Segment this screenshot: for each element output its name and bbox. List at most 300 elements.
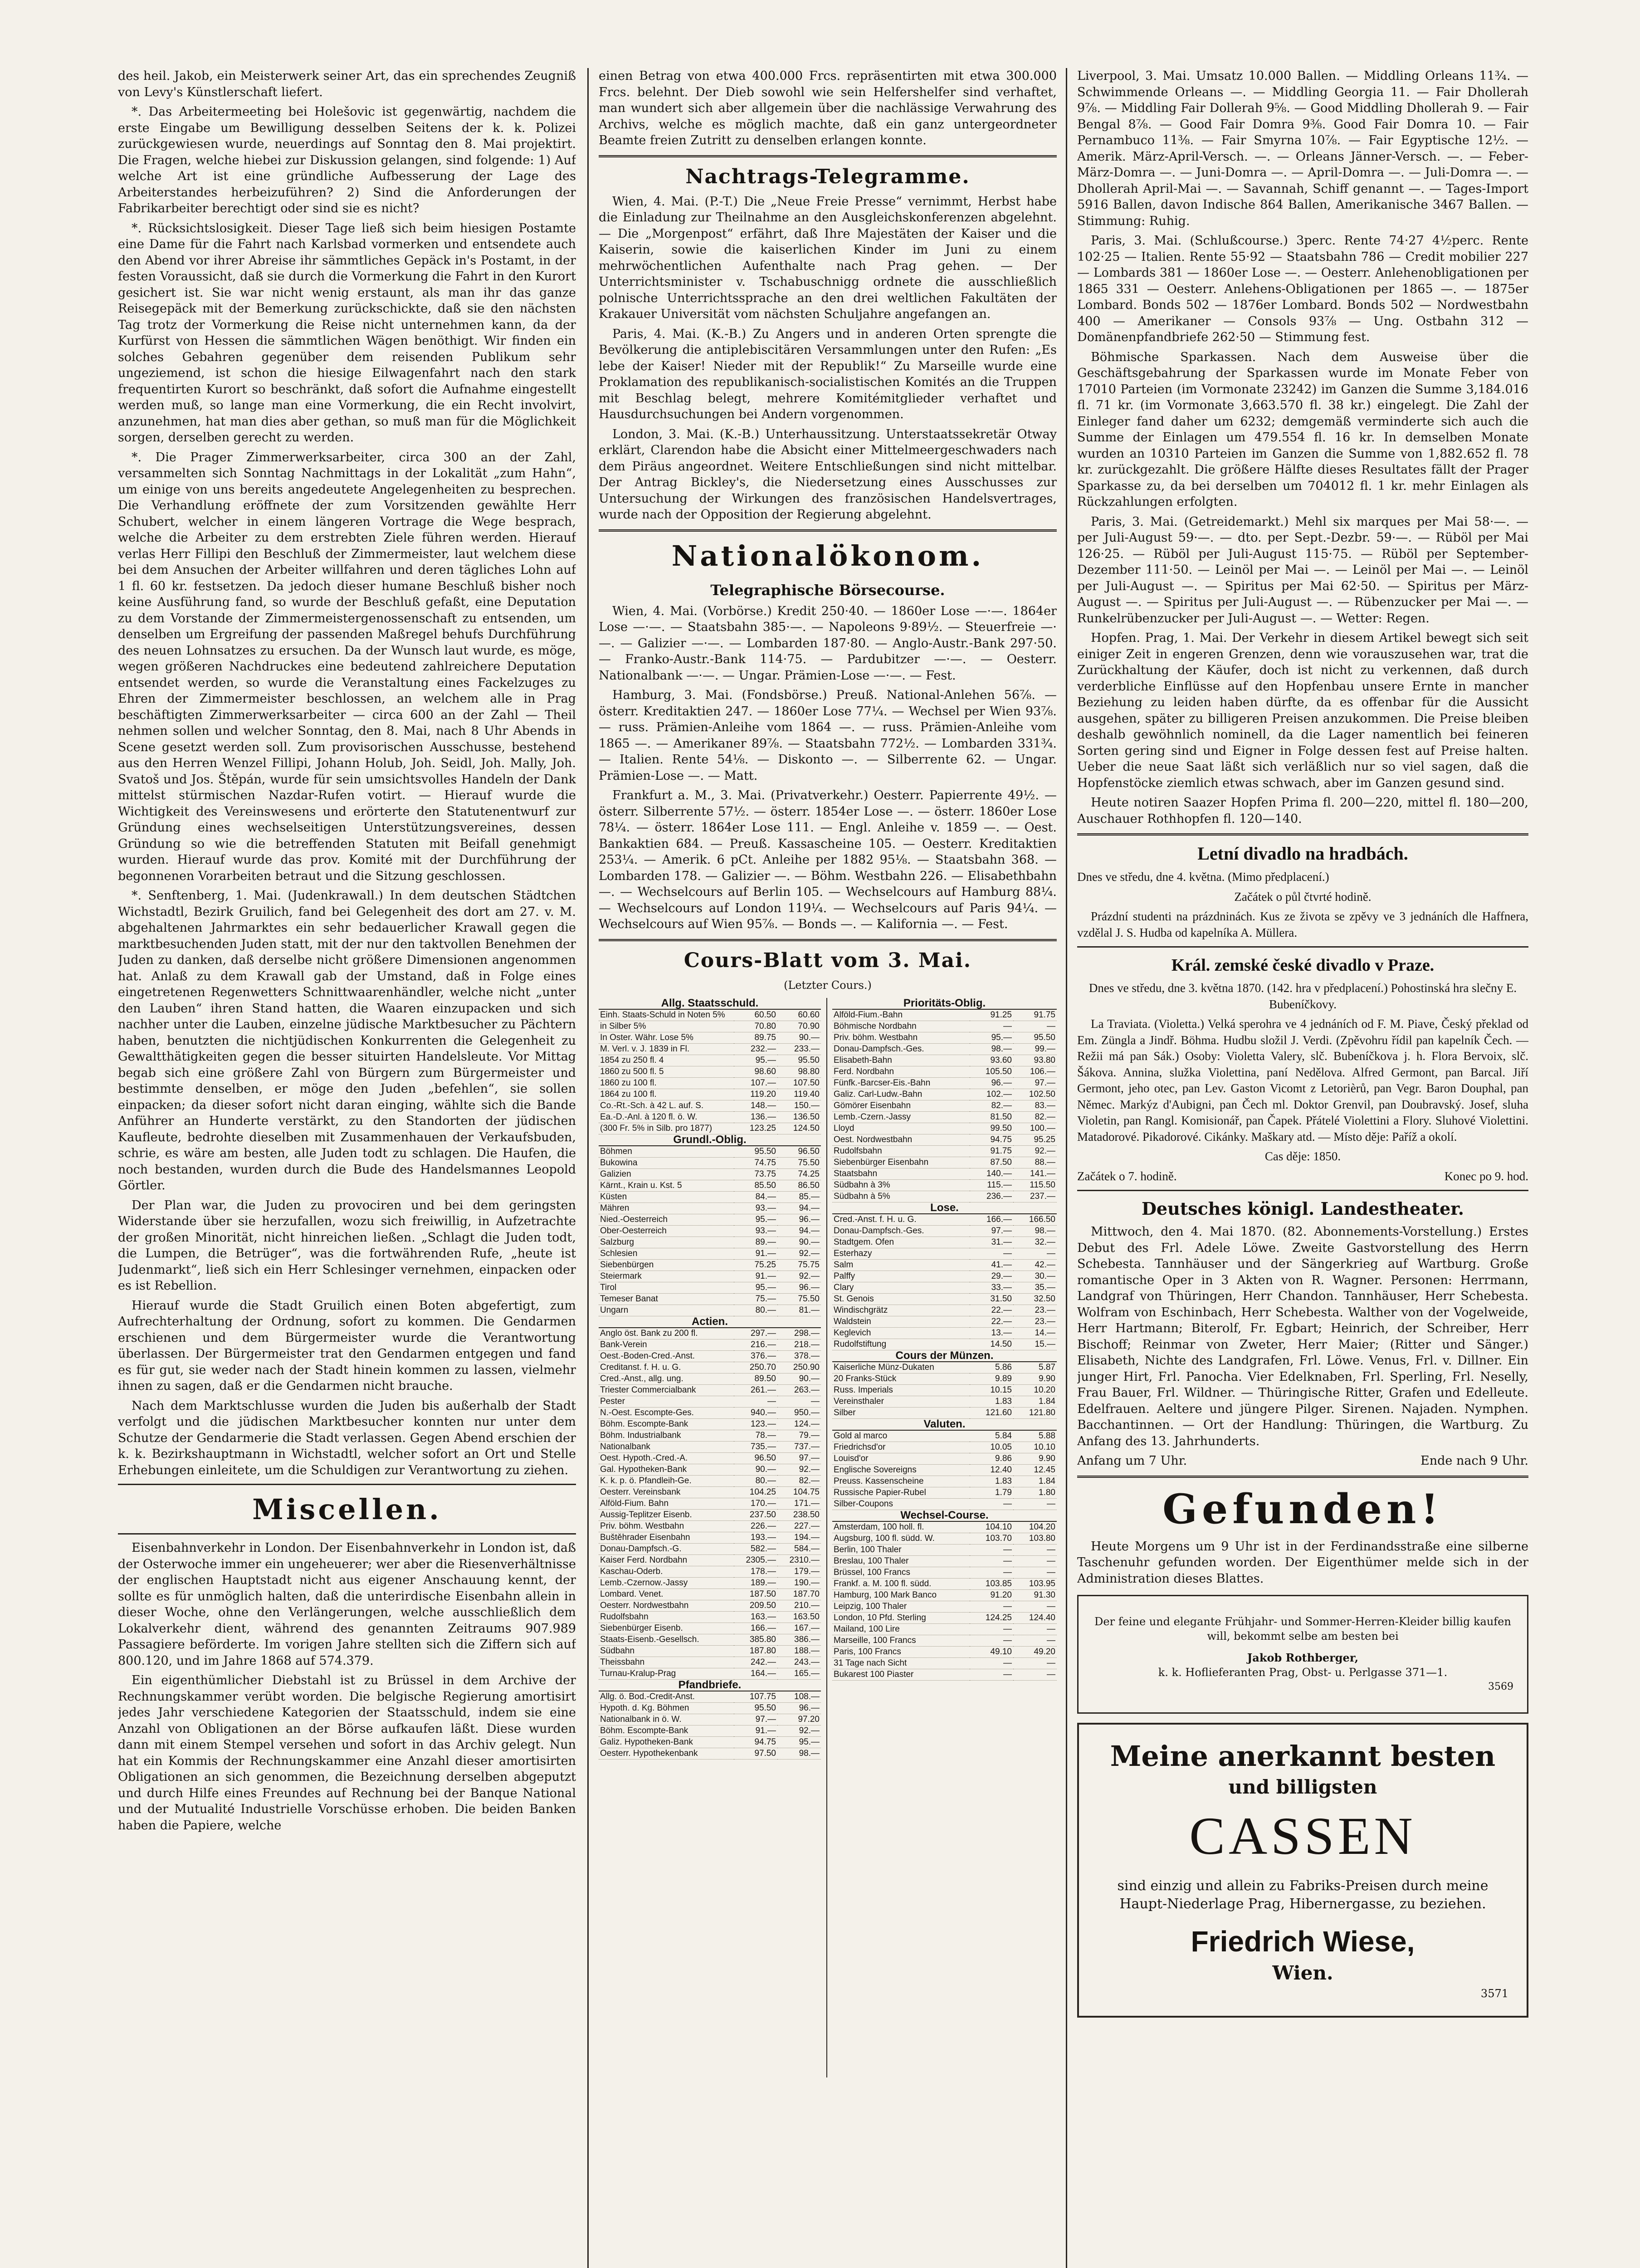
- table-row: [599, 1544, 821, 1555]
- table-row: [599, 1078, 821, 1089]
- price-ware: 97.—: [777, 1453, 821, 1464]
- security-name: Allg. ö. Bod.-Credit-Anst.: [599, 1691, 734, 1703]
- price-ware: 136.50: [777, 1112, 821, 1123]
- security-name: Keglevich: [832, 1328, 970, 1339]
- price-ware: 250.90: [777, 1362, 821, 1374]
- price-ware: 187.70: [777, 1589, 821, 1600]
- table-muenzen: [832, 1350, 1057, 1419]
- security-name: Waldstein: [832, 1316, 970, 1328]
- security-name: 31 Tage nach Sicht: [832, 1658, 970, 1669]
- price-geld: 91.—: [734, 1248, 777, 1260]
- price-ware: 23.—: [1013, 1316, 1057, 1328]
- price-geld: 75.25: [734, 1260, 777, 1271]
- table-row: [832, 1021, 1057, 1032]
- security-name: Anglo öst. Bank zu 200 fl.: [599, 1328, 734, 1339]
- price-geld: —: [970, 1556, 1013, 1567]
- price-geld: 193.—: [734, 1532, 777, 1544]
- article-ruecksichtslosigkeit: *. Rücksichtslosigkeit. Dieser Tage ließ sich beim hiesigen Postamte eine Dame für die Fahrt nach Karlsbad vormerken und entsendete auch den Abend vor ihrer Abreise ihr sämmtliches Gepäck in's Postamt, in der festen Voraussicht, daß sie durch die Vormerkung die Fahrt in den Kurort gesichert ist. Sie war nicht wenig erstaunt, als man ihr das ganze Reisegepäck mit der Bemerkung zurückschickte, daß sie den nächsten Tag trotz der Vormerkung die Reise nicht unternehmen kann, da der Kurfürst von Hessen die sämmtlichen Wägen benöthigt. Wir finden ein solches Gebahren gegenüber dem reisenden Publikum sehr ungeziemend, ist schon die hiesige Eilwagenfahrt nach den stark frequentirten Kurort so beschränkt, daß sofort die Aufnahme eingestellt werden muß, so lange man eine Vormerkung, die ein Recht involvirt, anzunehmen, hat man dies aber gethan, so muß man für die Möglichkeit sorgen, derselben gerecht zu werden.: [118, 221, 576, 445]
- price-geld: 124.25: [970, 1613, 1013, 1624]
- security-name: Schlesien: [599, 1248, 734, 1260]
- table-row: [832, 1168, 1057, 1180]
- price-ware: —: [1013, 1556, 1057, 1567]
- table-row: [599, 1737, 821, 1748]
- table-row: [832, 1430, 1057, 1442]
- table-row: [599, 1203, 821, 1214]
- price-geld: —: [970, 1545, 1013, 1556]
- price-ware: 95.50: [1013, 1032, 1057, 1044]
- theatre-kral-start-end: [1077, 1168, 1528, 1185]
- price-ware: 103.80: [1013, 1533, 1057, 1545]
- security-name: Ober-Oesterreich: [599, 1226, 734, 1237]
- security-name: Vereinsthaler: [832, 1396, 970, 1408]
- security-name: Bukarest 100 Piaster: [832, 1669, 970, 1681]
- security-name: 20 Franks-Stück: [832, 1374, 970, 1385]
- security-name: Windischgrätz: [832, 1305, 970, 1316]
- ad-wiese-headline: Meine anerkannt besten: [1110, 1740, 1496, 1773]
- cours-blatt-subtitle: (Letzter Cours.): [784, 978, 872, 992]
- security-name: Berlin, 100 Thaler: [832, 1545, 970, 1556]
- table-row: [599, 1351, 821, 1362]
- price-ware: 42.—: [1013, 1260, 1057, 1271]
- table-row: [832, 1044, 1057, 1055]
- price-ware: 95.25: [1013, 1134, 1057, 1146]
- security-name: Buštěhrader Eisenbahn: [599, 1532, 734, 1544]
- security-name: Elisabeth-Bahn: [832, 1055, 970, 1066]
- divider: [1077, 1190, 1528, 1191]
- table-row: [832, 1282, 1057, 1294]
- security-name: Co.-Rt.-Sch. à 42 L. auf. S.: [599, 1100, 734, 1112]
- table-row: [599, 1578, 821, 1589]
- price-ware: 194.—: [777, 1532, 821, 1544]
- price-ware: —: [1013, 1601, 1057, 1613]
- table-row: [832, 1385, 1057, 1396]
- security-name: Siebenbürger Eisenbahn: [832, 1157, 970, 1168]
- ad-wiese-subline: und billigsten: [1228, 1776, 1377, 1798]
- price-ware: —: [1013, 1635, 1057, 1647]
- table-row: [832, 1226, 1057, 1237]
- price-ware: 124.40: [1013, 1613, 1057, 1624]
- table-row: [832, 1055, 1057, 1066]
- price-ware: 218.—: [777, 1339, 821, 1351]
- price-ware: —: [1013, 1567, 1057, 1579]
- price-ware: 298.—: [777, 1328, 821, 1339]
- price-geld: 70.80: [734, 1021, 777, 1032]
- security-name: Gal. Hypotheken-Bank: [599, 1464, 734, 1476]
- table-row: [599, 1453, 821, 1464]
- price-ware: 100.—: [1013, 1123, 1057, 1134]
- security-name: Marseille, 100 Francs: [832, 1635, 970, 1647]
- table-row: [599, 1282, 821, 1294]
- price-geld: 78.—: [734, 1430, 777, 1442]
- price-geld: 1.83: [970, 1476, 1013, 1487]
- security-name: Brüssel, 100 Francs: [832, 1567, 970, 1579]
- price-ware: 75.50: [777, 1158, 821, 1169]
- price-ware: 86.50: [777, 1180, 821, 1192]
- article-senftenberg-2: Der Plan war, die Juden zu provociren und bei dem geringsten Widerstande über sie herzufallen, wozu sich freiwillig, in Aufzetrachte der großen Minorität, nicht hinreichen ließen. „Schlagt die Juden todt, die Lumpen, die Betrüger“, was die fortwährenden Rufe, „heute ist Judenmarkt“, ließ sich ein Herr Schlesinger vernehmen, einpacken oder es ist Rebellion.: [118, 1198, 576, 1293]
- price-geld: —: [970, 1499, 1013, 1510]
- table-row: [832, 1112, 1057, 1123]
- price-ware: 584.—: [777, 1544, 821, 1555]
- security-name: Esterhazy: [832, 1248, 970, 1260]
- table-row: [832, 1100, 1057, 1112]
- column-rule: [1066, 68, 1067, 2268]
- price-ware: 98.—: [1013, 1226, 1057, 1237]
- column-1: [118, 68, 576, 2268]
- security-name: Temeser Banat: [599, 1294, 734, 1305]
- security-name: N.-Oest. Escompte-Ges.: [599, 1408, 734, 1419]
- security-name: Oest.-Boden-Cred.-Anst.: [599, 1351, 734, 1362]
- table-row: [832, 1408, 1057, 1419]
- price-ware: 49.20: [1013, 1647, 1057, 1658]
- security-name: Aussig-Teplitzer Eisenb.: [599, 1510, 734, 1521]
- price-geld: —: [970, 1021, 1013, 1032]
- price-geld: 93.—: [734, 1203, 777, 1214]
- subheading-boersecourse: Telegraphische Börsecourse.: [710, 581, 945, 599]
- price-geld: 80.—: [734, 1476, 777, 1487]
- price-geld: 237.50: [734, 1510, 777, 1521]
- price-geld: 82.—: [970, 1100, 1013, 1112]
- article-senftenberg-3: Hierauf wurde die Stadt Gruilich einen Boten abgefertigt, zum Aufrechterhaltung der Ordnung, sofort zu kommen. Die Gendarmen erschienen und dem Bürgermeister wurde die Verantwortung überlassen. Der Bürgermeister trat den Gendarmen entgegen und fand es für gut, sie weder nach der Stadt hinein kommen zu lassen, vielmehr ihnen zu sagen, daß er die Gendarmen nicht brauche.: [118, 1298, 576, 1393]
- security-name: Bank-Verein: [599, 1339, 734, 1351]
- theatre-kral-start: Začátek o 7. hodině.: [1077, 1169, 1177, 1183]
- table-row: [599, 1600, 821, 1612]
- price-ware: 9.90: [1013, 1374, 1057, 1385]
- price-geld: 95.50: [734, 1703, 777, 1714]
- price-ware: 96.—: [777, 1703, 821, 1714]
- security-name: Oesterr. Nordwestbahn: [599, 1600, 734, 1612]
- price-geld: 166.—: [970, 1214, 1013, 1226]
- table-row: [832, 1123, 1057, 1134]
- table-row: [832, 1157, 1057, 1168]
- bourse-frankfurt: Frankfurt a. M., 3. Mai. (Privatverkehr.) Oesterr. Papierrente 49½. — österr. Silberrente 57½. — österr. 1854er Lose —. — österr. 1860er Lose 78¼. — österr. 1864er Lose 111. — Engl. Anleihe v. 1859 —. — Oest. Bankaktien 684. — Preuß. Kassascheine 105. — Oesterr. Kreditaktien 253¼. — Amerik. 6 pCt. Anleihe per 1882 95⅛. — Staatsbahn 368. — Lombarden 178. — Galizier —. — Böhm. Westbahn 226. — Elisabethbahn —. — Wechselcours auf Berlin 105. — Wechselcours auf Hamburg 88¼. — Wechselcours auf London 119¼. — Wechselcours auf Paris 94¼. — Wechselcours auf Wien 95⅞. — Bonds —. — Kalifornia —. — Fest.: [599, 788, 1057, 931]
- table-row: [599, 1044, 821, 1055]
- price-geld: 102.—: [970, 1089, 1013, 1100]
- column-3: [1077, 68, 1528, 2268]
- table-pfandbriefe: [599, 1680, 821, 1760]
- price-ware: 188.—: [777, 1646, 821, 1657]
- security-name: 1860 zu 500 fl. 5: [599, 1066, 734, 1078]
- security-name: Lemb.-Czernow.-Jassy: [599, 1578, 734, 1589]
- table-row: [832, 1214, 1057, 1226]
- security-name: Böhmische Nordbahn: [832, 1021, 970, 1032]
- price-ware: 96.—: [777, 1214, 821, 1226]
- price-ware: 179.—: [777, 1566, 821, 1578]
- security-name: Böhm. Escompte-Bank: [599, 1419, 734, 1430]
- section-heading-miscellen: Miscellen.: [252, 1493, 442, 1526]
- table-row: [599, 1362, 821, 1374]
- table-row: [832, 1624, 1057, 1635]
- price-geld: 148.—: [734, 1100, 777, 1112]
- table-group-title: Pfandbriefe.: [599, 1680, 821, 1691]
- security-name: Priv. böhm. Westbahn: [832, 1032, 970, 1044]
- price-ware: 163.50: [777, 1612, 821, 1623]
- ad-number: 3571: [1480, 1987, 1508, 2000]
- price-ware: 92.—: [777, 1248, 821, 1260]
- security-name: Oest. Hypoth.-Cred.-A.: [599, 1453, 734, 1464]
- divider: [1077, 946, 1528, 948]
- column-rule: [587, 68, 589, 2268]
- security-name: Englische Sovereigns: [832, 1465, 970, 1476]
- security-name: Einh. Staats-Schuld in Noten 5%: [599, 1009, 734, 1021]
- price-geld: 31.—: [970, 1237, 1013, 1248]
- table-wechsel: [832, 1510, 1057, 1681]
- security-name: Russ. Imperials: [832, 1385, 970, 1396]
- security-name: Rudolfstiftung: [832, 1339, 970, 1350]
- price-geld: 98.60: [734, 1066, 777, 1078]
- security-name: Mähren: [599, 1203, 734, 1214]
- price-ware: 94.—: [777, 1203, 821, 1214]
- price-ware: 70.90: [777, 1021, 821, 1032]
- price-ware: 93.80: [1013, 1055, 1057, 1066]
- price-geld: 140.—: [970, 1168, 1013, 1180]
- price-geld: 73.75: [734, 1169, 777, 1180]
- table-row: [599, 1305, 821, 1316]
- price-geld: 1.83: [970, 1396, 1013, 1408]
- table-row: [832, 1590, 1057, 1601]
- table-row: [599, 1066, 821, 1078]
- security-name: Siebenbürger Eisenb.: [599, 1623, 734, 1634]
- security-name: Frankf. a. M. 100 fl. südd.: [832, 1579, 970, 1590]
- price-ware: 94.—: [777, 1226, 821, 1237]
- table-row: [599, 1226, 821, 1237]
- table-group-title: Allg. Staatsschuld.: [599, 998, 821, 1009]
- security-name: Alföld-Fium.-Bahn: [832, 1009, 970, 1021]
- price-geld: 121.60: [970, 1408, 1013, 1419]
- table-grundl-oblig: [599, 1134, 821, 1316]
- price-ware: 82.—: [1013, 1112, 1057, 1123]
- article-london: Eisenbahnverkehr in London. Der Eisenbahnverkehr in London ist, daß der Osterwoche immer ein ungeheuerer; wer aber die Riesenverhältnisse der englischen Hauptstadt nicht aus eigener Anschauung kennt, der sollte es für unmöglich halten, daß die unterirdische Eisenbahn allein in dieser Woche, ohne den Verlängerungen, welche ausschließlich dem Lokalverkehr dient, während des genannten Zeitraums 907.989 Passagiere beförderte. Im vorigen Jahre stellten sich die Ziffern sich auf 800.120, und im Jahre 1868 auf 574.379.: [118, 1541, 576, 1668]
- security-name: Amsterdam, 100 holl. fl.: [832, 1521, 970, 1533]
- security-name: Creditanst. f. H. u. G.: [599, 1362, 734, 1374]
- price-ware: 9.90: [1013, 1453, 1057, 1465]
- table-row: [599, 1498, 821, 1510]
- section-heading-telegramme: Nachtrags-Telegramme.: [685, 165, 970, 188]
- price-geld: 89.50: [734, 1374, 777, 1385]
- price-ware: 91.75: [1013, 1009, 1057, 1021]
- table-row: [599, 1703, 821, 1714]
- article-diebstahl: Ein eigenthümlicher Diebstahl ist zu Brüssel in dem Archive der Rechnungskammer verübt worden. Die belgische Regierung amortisirt jedes Jahr verschiedene Kategorien der Staatsschuld, indem sie eine Anzahl von Obligationen an der Börse aufkaufen läßt. Diese wurden dann mit einem Stempel versehen und sofort in das Archiv gelegt. Nun hat ein Kommis der Rechnungskammer eine Anzahl dieser amortisirten Obligationen an sich genommen, die Bezeichnung derselben abgeputzt und durch Hilfe eines Freundes auf Rechnung bei der Banque National und der Mutualité Industrielle Vorschüsse erhoben. Die beiden Banken haben die Papiere, welche: [118, 1673, 576, 1833]
- security-name: Leipzig, 100 Thaler: [832, 1601, 970, 1613]
- security-name: M. Verl. v. J. 1839 in Fl.: [599, 1044, 734, 1055]
- price-geld: 31.50: [970, 1294, 1013, 1305]
- security-name: Kärnt., Krain u. Kst. 5: [599, 1180, 734, 1192]
- article-senftenberg: *. Senftenberg, 1. Mai. (Judenkrawall.) In dem deutschen Städtchen Wichstadtl, Bezirk Gruilich, fand bei Gelegenheit des dort am 27. v. M. abgehaltenen Jahrmarktes ein sehr bedauerlicher Krawall gegen die marktbesuchenden Juden statt, mit der nur den taktvollen Benehmen der Juden zu danken, daß derselbe nicht größere Dimensionen angenommen hat. Anlaß zu dem Krawall gab der Umstand, daß in Folge eines eingetretenen Regenwetters Schnittwaarenhändler, welche nicht „unter den Lauben“ ihren Stand hatten, die Waaren einzupacken und sich nachher unter die Lauben, einzelne jüdische Marktbesucher zu Pächtern haben, benutzten die nichtjüdischen Konkurrenten die Gelegenheit zu Gewaltthätigkeiten gegen die besser situirten Handelsleute. Vor Mittag begab sich eine größere Zahl von Bürgern zum Bürgermeister und bestimmte denselben, er möge den Juden „befehlen“, sie sollen einpacken; da dieser sofort nicht daran einging, wählte sich die Bande Anführer an Hunderte verstärkt, zu den Standorten der jüdischen Kaufleute, bedrohte dieselben mit Zusammenhauen der Verkaufsbuden, schrie, es wäre am besten, alle Juden todt zu schlagen. Die Haufen, die noch bestanden, wurden durch die Bude des Handelsmannes Leopold Görtler.: [118, 889, 576, 1193]
- table-row: [599, 1725, 821, 1737]
- divider: [118, 1533, 576, 1535]
- table-group-title: Valuten.: [832, 1419, 1057, 1430]
- price-ware: 30.—: [1013, 1271, 1057, 1282]
- price-ware: 32.—: [1013, 1237, 1057, 1248]
- price-geld: 187.80: [734, 1646, 777, 1657]
- security-name: Friedrichsd'or: [832, 1442, 970, 1453]
- table-row: [599, 1566, 821, 1578]
- security-name: Donau-Dampfsch.-G.: [599, 1544, 734, 1555]
- column-rule: [826, 998, 827, 2077]
- ad-gefunden-text: Heute Morgens um 9 Uhr ist in der Ferdinandsstraße eine silberne Taschenuhr gefunden worden. Der Eigenthümer melde sich in der Administration dieses Blattes.: [1077, 1539, 1528, 1586]
- price-geld: 297.—: [734, 1328, 777, 1339]
- table-row: [599, 1487, 821, 1498]
- table-row: [832, 1316, 1057, 1328]
- price-geld: 164.—: [734, 1668, 777, 1680]
- security-name: Hamburg, 100 Mark Banco: [832, 1590, 970, 1601]
- security-name: Nationalbank in ö. W.: [599, 1714, 734, 1725]
- price-geld: 89.75: [734, 1032, 777, 1044]
- price-ware: 124.50: [777, 1123, 821, 1134]
- security-name: in Silber 5%: [599, 1021, 734, 1032]
- price-ware: 106.—: [1013, 1066, 1057, 1078]
- theatre-deutsch-start-end: [1077, 1453, 1528, 1469]
- price-ware: 74.25: [777, 1169, 821, 1180]
- price-geld: 10.15: [970, 1385, 1013, 1396]
- price-geld: 41.—: [970, 1260, 1013, 1271]
- bourse-wien: Wien, 4. Mai. (Vorbörse.) Kredit 250·40. — 1860er Lose —·—. 1864er Lose —·—. — Staatsbahn 385·—. — Napoleons 9·89½. — Steuerfreie —·—. — Galizier —·—. — Lombarden 187·80. — Anglo-Austr.-Bank 297·50. — Franko-Austr.-Bank 114·75. — Pardubitzer —·—. — Oesterr. Nationalbank —·—. — Ungar. Prämien-Lose —·—. — Fest.: [599, 604, 1057, 683]
- security-name: 1854 zu 250 fl. 4: [599, 1055, 734, 1066]
- price-geld: 226.—: [734, 1521, 777, 1532]
- price-ware: —: [1013, 1248, 1057, 1260]
- price-ware: 75.50: [777, 1294, 821, 1305]
- price-ware: 1.84: [1013, 1476, 1057, 1487]
- table-row: [832, 1601, 1057, 1613]
- article-sparkassen: Böhmische Sparkassen. Nach dem Ausweise über die Geschäftsgebahrung der Sparkassen wurde im Monate Feber von 17010 Parteien (im Vormonate 23242) im Ganzen die Summe 3,184.016 fl. 71 kr. (im Vormonate 3,663.570 fl. 38 kr.) eingelegt. Die Zahl der Einleger fand daher um 6232; demgemäß verminderte sich auch die Summe der Einlagen um 479.554 fl. 16 kr. In demselben Monate wurden an 10310 Parteien im Ganzen die Summe von 1,882.652 fl. 78 kr. zurückgezahlt. Die größere Hälfte dieses Resultates fällt der Prager Sparkasse zu, da bei derselben um 704012 fl. 1 kr. mehr Einlagen als Rückzahlungen erfolgten.: [1077, 350, 1528, 509]
- price-ware: 243.—: [777, 1657, 821, 1668]
- table-row: [599, 1180, 821, 1192]
- price-geld: 119.20: [734, 1089, 777, 1100]
- price-ware: 97.20: [777, 1714, 821, 1725]
- table-row: [832, 1613, 1057, 1624]
- security-name: Galiz. Carl-Ludw.-Bahn: [832, 1089, 970, 1100]
- security-name: Tirol: [599, 1282, 734, 1294]
- table-row: [832, 1078, 1057, 1089]
- security-name: Paris, 100 Francs: [832, 1647, 970, 1658]
- price-geld: 97.—: [970, 1226, 1013, 1237]
- price-geld: 96.—: [970, 1078, 1013, 1089]
- table-row: [832, 1647, 1057, 1658]
- security-name: Kaiser Ferd. Nordbahn: [599, 1555, 734, 1566]
- price-geld: 12.40: [970, 1465, 1013, 1476]
- price-geld: —: [734, 1396, 777, 1408]
- newspaper-page: [118, 68, 1528, 2268]
- price-ware: 92.—: [1013, 1146, 1057, 1157]
- ad-wiese-text: sind einzig und allein zu Fabriks-Preisen durch meine Haupt-Niederlage Prag, Hibernergasse, zu beziehen.: [1117, 1878, 1489, 1912]
- price-ware: 82.—: [777, 1476, 821, 1487]
- security-name: Gömörer Eisenbahn: [832, 1100, 970, 1112]
- price-ware: 98.80: [777, 1066, 821, 1078]
- price-geld: 104.10: [970, 1521, 1013, 1533]
- table-row: [599, 1612, 821, 1623]
- price-ware: —: [1013, 1624, 1057, 1635]
- table-row: [599, 1555, 821, 1566]
- price-ware: —: [1013, 1021, 1057, 1032]
- table-row: [599, 1532, 821, 1544]
- price-geld: 91.—: [734, 1725, 777, 1737]
- table-row: [599, 1634, 821, 1646]
- price-ware: 92.—: [777, 1464, 821, 1476]
- price-geld: 33.—: [970, 1282, 1013, 1294]
- price-geld: 2305.—: [734, 1555, 777, 1566]
- cours-table-right: [832, 998, 1057, 1681]
- security-name: Silber-Coupons: [832, 1499, 970, 1510]
- price-ware: 104.20: [1013, 1521, 1057, 1533]
- market-hopfen: Hopfen. Prag, 1. Mai. Der Verkehr in diesem Artikel bewegt sich seit einiger Zeit in engeren Grenzen, denn wie vorauszusehen war, trat die Zurückhaltung der Käufer, doch ist nicht zu verkennen, daß durch verderbliche Einflüsse auf den Hopfenbau unsere Ernte in mancher Beziehung zu leiden haben dürfte, da es offenbar für die Aussicht ausgehen, später zu billigeren Preisen anzukommen. Die Preise bleiben deshalb gewöhnlich nominell, da die Lager namentlich bei feineren Sorten gering sind und Eigner in Folge dessen fest auf Preise halten. Ueber die neue Saat läßt sich verläßlich nur so viel sagen, daß die Hopfenstöcke ziemlich etwas schwach, aber im Ganzen gesund sind.: [1077, 631, 1528, 790]
- price-geld: 97.50: [734, 1748, 777, 1760]
- table-row: [832, 1476, 1057, 1487]
- security-name: Donau-Dampfsch.-Ges.: [832, 1226, 970, 1237]
- price-ware: 119.40: [777, 1089, 821, 1100]
- security-name: Südbahn: [599, 1646, 734, 1657]
- ad-wiese-cassen: CASSEN: [1189, 1806, 1416, 1866]
- security-name: Lombard. Venet.: [599, 1589, 734, 1600]
- article-zimmerwerksarbeiter: *. Die Prager Zimmerwerksarbeiter, circa 300 an der Zahl, versammelten sich Sonntag Nachmittags in der Lokalität „zum Hahn“, um einige von uns bereits angedeutete Angelegenheiten zu besprechen. Die Verhandlung eröffnete der zum Vorsitzenden gewählte Herr Schubert, welcher in einem längeren Vortrage die Wege besprach, welche die Arbeiter zu dem erstrebten Ziele führen werden. Hierauf verlas Herr Fillipi den Beschluß der Zimmermeister, laut welchem diese bei dem Ansuchen der Arbeiter willfahren und deren tägliches Lohn auf 1 fl. 60 kr. festsetzen. Da jedoch dieser humane Beschluß bisher noch keine Ausführung fand, so wurde der Beschluß gefaßt, eine Deputation zu dem Vorstande der Zimmermeistergenossenschaft zu entsenden, um denselben um Ergreifung der passenden Maßregel behufs Durchführung des neuen Lohnsatzes zu ersuchen. Da der Wunsch laut wurde, es möge, wegen größeren Nachdruckes eine bedeutend zahlreichere Deputation entsendet werden, so wurde die Veranstaltung eines Fackelzuges zu Ehren der Zimmermeister beschlossen, an welchem alle in Prag beschäftigten Zimmerwerksarbeiter — circa 600 an der Zahl — Theil nehmen sollen und welcher Sonntag, den 8. Mai, nach 8 Uhr Abends in Scene gesetzt werden soll. Zum provisorischen Ausschusse, bestehend aus den Herren Wenzel Fillipi, Johann Holub, Joh. Seidl, Joh. Mally, Joh. Svatoš und Jos. Štěpán, wurde für sein umsichtsvolles Handeln der Dank mittelst stürmischen Nazdar-Rufen votirt. — Hierauf wurde die Wichtigkeit des Vereinswesens und erörterte den Statutenentwurf zur Gründung eines wechselseitigen Unterstützungsvereines, dessen Gründung so wie die betreffenden Statuten mit Beifall genehmigt wurden. Hierauf wurde das prov. Komité mit der Durchführung der begonnenen Vorarbeiten betraut und die Sitzung geschlossen.: [118, 450, 576, 883]
- price-ware: —: [1013, 1669, 1057, 1681]
- theatre-letni-start: Začátek o půl čtvrté hodině.: [1234, 890, 1372, 904]
- price-geld: —: [970, 1601, 1013, 1613]
- table-row: [832, 1579, 1057, 1590]
- table-row: [599, 1169, 821, 1180]
- price-geld: 5.86: [970, 1362, 1013, 1374]
- price-ware: 98.—: [777, 1748, 821, 1760]
- security-name: Staatsbahn: [832, 1168, 970, 1180]
- price-ware: 103.95: [1013, 1579, 1057, 1590]
- price-geld: 107.75: [734, 1691, 777, 1703]
- price-ware: 95.—: [777, 1737, 821, 1748]
- price-ware: 23.—: [1013, 1305, 1057, 1316]
- table-row: [599, 1032, 821, 1044]
- price-ware: 167.—: [777, 1623, 821, 1634]
- table-group-title: Actien.: [599, 1316, 821, 1328]
- table-row: [832, 1339, 1057, 1350]
- price-ware: 166.50: [1013, 1214, 1057, 1226]
- telegram-paris: Paris, 4. Mai. (K.-B.) Zu Angers und in anderen Orten sprengte die Bevölkerung die antiplebiscitären Versammlungen unter den Rufen: „Es lebe der Kaiser! Nieder mit der Republik!“ Zu Marseille wurde eine Proklamation des republikanisch-socialistischen Komités an die Truppen mit Beschlag belegt, mehrere Komitémitglieder verhaftet und Hausdurchsuchungen bei Andern vorgenommen.: [599, 327, 1057, 421]
- table-row: [599, 1430, 821, 1442]
- table-row: [599, 1146, 821, 1158]
- price-ware: 190.—: [777, 1578, 821, 1589]
- price-geld: 95.—: [970, 1032, 1013, 1044]
- price-geld: 216.—: [734, 1339, 777, 1351]
- security-name: 1864 zu 100 fl.: [599, 1089, 734, 1100]
- price-geld: 22.—: [970, 1305, 1013, 1316]
- table-row: [832, 1487, 1057, 1499]
- table-row: [832, 1248, 1057, 1260]
- article-senftenberg-4: Nach dem Marktschlusse wurden die Juden bis außerhalb der Stadt verfolgt und die jüdischen Marktbesucher konnten nur unter dem Schutze der Gendarmerie die Stadt verlassen. Gegen Abend erschien der k. k. Bezirkshauptmann in Wichstadtl, welcher sofort an Ort und Stelle Erhebungen einleitete, um die Schuldigen zur Verantwortung zu ziehen.: [118, 1398, 576, 1477]
- price-geld: 187.50: [734, 1589, 777, 1600]
- security-name: Lloyd: [832, 1123, 970, 1134]
- price-geld: 123.25: [734, 1123, 777, 1134]
- price-geld: 5.84: [970, 1430, 1013, 1442]
- price-ware: 79.—: [777, 1430, 821, 1442]
- cours-table-left: [599, 998, 821, 1760]
- price-ware: 141.—: [1013, 1168, 1057, 1180]
- ad-rothberger-address: k. k. Hoflieferanten Prag, Obst- u. Perlgasse 371—1.: [1158, 1666, 1448, 1679]
- price-geld: 136.—: [734, 1112, 777, 1123]
- price-geld: —: [970, 1248, 1013, 1260]
- table-group-title: Prioritäts-Oblig.: [832, 998, 1057, 1009]
- divider: [118, 1484, 576, 1485]
- price-ware: 88.—: [1013, 1157, 1057, 1168]
- ad-wiese: [1077, 1723, 1528, 2018]
- security-name: Siebenbürgen: [599, 1260, 734, 1271]
- price-ware: 386.—: [777, 1634, 821, 1646]
- price-ware: 91.30: [1013, 1590, 1057, 1601]
- table-row: [832, 1374, 1057, 1385]
- price-geld: 90.—: [734, 1464, 777, 1476]
- price-ware: 165.—: [777, 1668, 821, 1680]
- telegram-wien: Wien, 4. Mai. (P.-T.) Die „Neue Freie Presse“ vernimmt, Herbst habe die Einladung zur Theilnahme an den Ausgleichskonferenzen abgelehnt. — Die „Morgenpost“ erfährt, daß Ihre Majestäten der Kaiser und die Kaiserin, sowie die kaiserlichen Kinder im Juni zu einem mehrwöchentlichen Aufenthalte nach Prag gehen. — Der Unterrichtsminister v. Tschabuschnigg ordnete die ausschließlich polnische Unterrichtssprache an den drei weltlichen Fakultäten der Krakauer Universität vom nächsten Schuljahre angefangen an.: [599, 194, 1057, 321]
- table-actien: [599, 1316, 821, 1680]
- theatre-kral-end: Konec po 9. hod.: [1444, 1169, 1528, 1183]
- theatre-deutsch-play: Mittwoch, den 4. Mai 1870. (82. Abonnements-Vorstellung.) Erstes Debut des Frl. Adele Löwe. Zweite Gastvorstellung des Herrn Schebesta. Tannhäuser und der Sängerkrieg auf Wartburg. Große romantische Oper in 3 Akten von R. Wagner. Personen: Herrmann, Landgraf von Thüringen, Herr Chandon. Tannhäuser, Herr Schebesta. Wolfram von Eschinbach, Herr Schebesta. Walther von der Vogelweide, Herr Hartmann; Biterolf, Fr. Egbart; Heinrich, der Schreiber, Herr Bischoff; Reinmar von Zweter, Herr Maier; (Ritter und Sänger.) Elisabeth, Nichte des Landgrafen, Frl. Löwe. Venus, Frl. v. Dillner. Ein junger Hirt, Frl. Panocha. Vier Edelknaben, Frl. Sperling, Frl. Neselly, Frau Bauer, Frl. Wildner. — Thüringische Ritter, Grafen und Edelleute. Edelfrauen. Aeltere und jüngere Pilger. Sirenen. Najaden. Nymphen. Bacchantinnen. — Ort der Handlung: Thüringen, die Wartburg. Zu Anfang des 13. Jahrhunderts.: [1077, 1225, 1528, 1448]
- security-name: Steiermark: [599, 1271, 734, 1282]
- price-ware: 99.—: [1013, 1044, 1057, 1055]
